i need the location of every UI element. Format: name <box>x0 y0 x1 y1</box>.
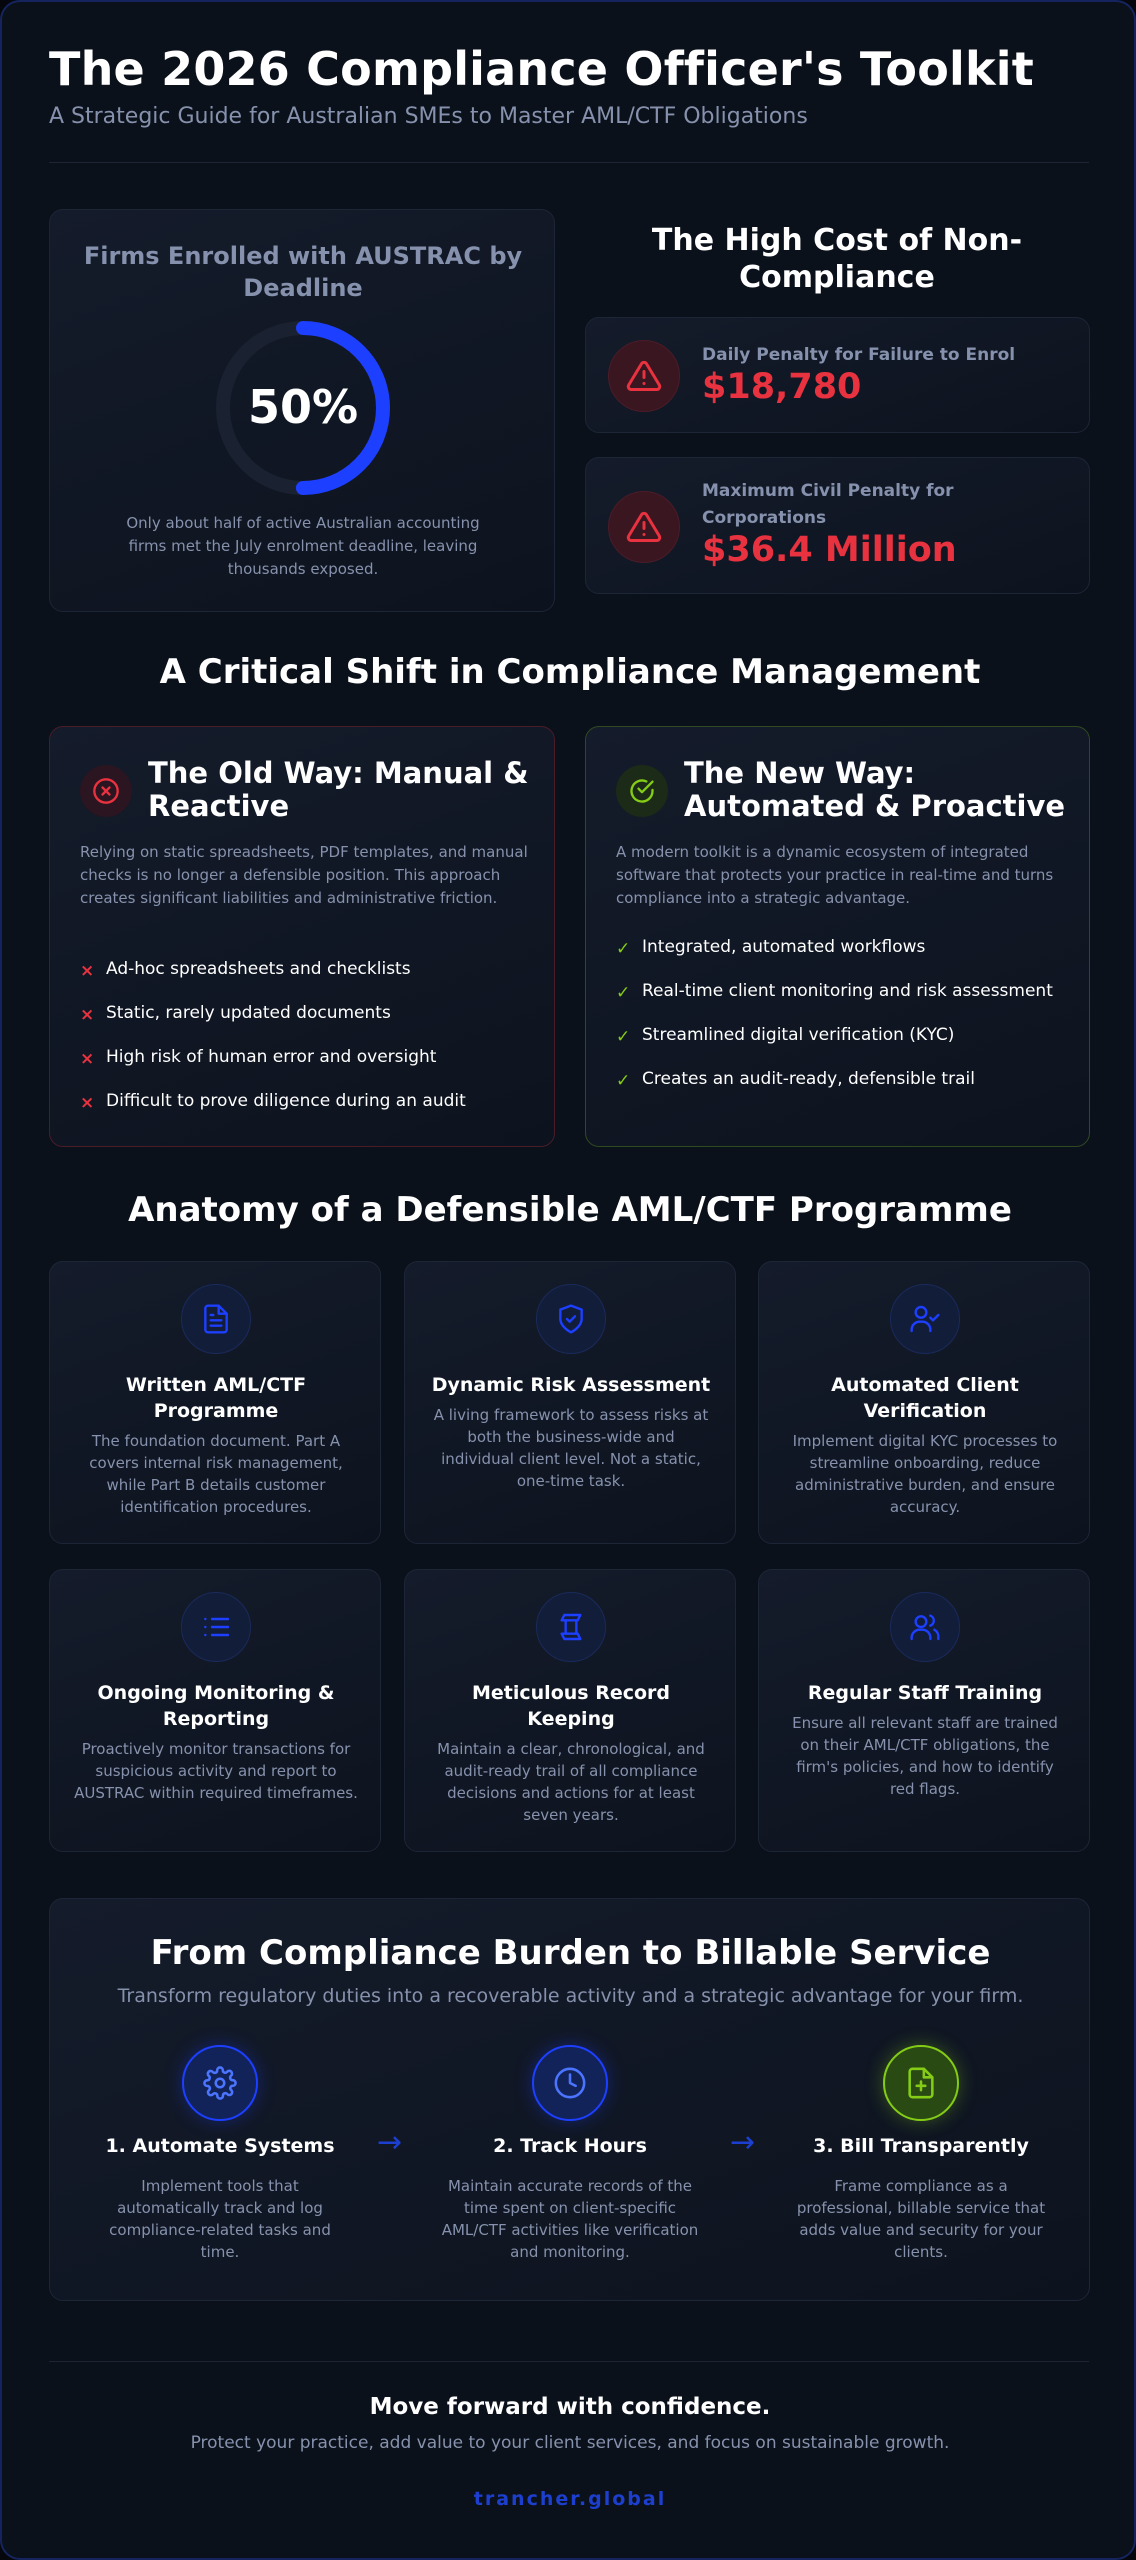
users-icon <box>890 1592 960 1662</box>
pillar-description: Implement digital KYC processes to streamline onboarding, reduce administrative burden, and ensure accuracy. <box>792 1432 1058 1516</box>
pillar-title: Automated Client Verification <box>831 1374 1019 1422</box>
enrolment-card <box>49 209 555 612</box>
penalty-card-civil <box>585 457 1090 594</box>
step-description: Frame compliance as a professional, billable service that adds value and security for your clients. <box>796 2177 1046 2261</box>
pillar-title: Ongoing Monitoring & Reporting <box>97 1682 335 1730</box>
cost-heading: The High Cost of Non-Compliance <box>651 223 1023 295</box>
step-description: Implement tools that automatically track and log compliance-related tasks and time. <box>109 2177 331 2261</box>
arrow-right-icon: → <box>377 2125 403 2160</box>
old-way-description: Relying on static spreadsheets, PDF templates, and manual checks is no longer a defensible position. This approach creates significant liabilities and administrative friction. <box>80 843 528 907</box>
page-title: The 2026 Compliance Officer's Toolkit <box>49 42 1034 96</box>
old-way-card <box>49 726 555 1147</box>
step-title: 3. Bill Transparently <box>813 2135 1029 2157</box>
footer-heading: Move forward with confidence. <box>369 2394 771 2420</box>
pillar-card <box>49 1261 381 1544</box>
list-item: Creates an audit-ready, defensible trail <box>642 1069 975 1089</box>
penalty-label: Maximum Civil Penalty for Corporations <box>702 481 954 528</box>
check-circle-icon <box>616 765 668 817</box>
scroll-icon <box>536 1592 606 1662</box>
new-way-title: The New Way: Automated & Proactive <box>684 756 1066 823</box>
new-way-card <box>585 726 1090 1147</box>
pillar-card <box>404 1569 736 1852</box>
page-subtitle: A Strategic Guide for Australian SMEs to Master AML/CTF Obligations <box>49 104 808 129</box>
x-mark-icon: × <box>80 1093 95 1113</box>
list-icon <box>181 1592 251 1662</box>
check-mark-icon: ✓ <box>616 1027 631 1047</box>
warning-triangle-icon <box>608 491 680 563</box>
gear-icon <box>182 2045 258 2121</box>
arrow-right-icon: → <box>730 2125 756 2160</box>
clock-icon <box>532 2045 608 2121</box>
enrolment-value: 50% <box>247 380 359 434</box>
list-item: Ad-hoc spreadsheets and checklists <box>106 959 411 979</box>
pillar-description: The foundation document. Part A covers internal risk management, while Part B details customer identification procedures. <box>89 1432 343 1516</box>
divider <box>49 2361 1089 2362</box>
list-item: Integrated, automated workflows <box>642 937 926 957</box>
check-mark-icon: ✓ <box>616 983 631 1003</box>
list-item: Streamlined digital verification (KYC) <box>642 1025 955 1045</box>
warning-triangle-icon <box>608 340 680 412</box>
pillar-card <box>758 1569 1090 1852</box>
shift-heading: A Critical Shift in Compliance Management <box>159 652 981 692</box>
check-mark-icon: ✓ <box>616 939 631 959</box>
anatomy-heading: Anatomy of a Defensible AML/CTF Programme <box>128 1190 1012 1230</box>
step-description: Maintain accurate records of the time spent on client-specific AML/CTF activities like verification and monitoring. <box>441 2177 699 2261</box>
penalty-value: $18,780 <box>702 367 862 407</box>
pillar-description: Proactively monitor transactions for suspicious activity and report to AUSTRAC within required timeframes. <box>74 1740 358 1802</box>
pillar-description: Ensure all relevant staff are trained on their AML/CTF obligations, the firm's policies, and how to identify red flags. <box>792 1714 1058 1798</box>
step-title: 2. Track Hours <box>493 2135 647 2157</box>
list-item: Real-time client monitoring and risk assessment <box>642 981 1053 1001</box>
list-item: Static, rarely updated documents <box>106 1003 391 1023</box>
x-mark-icon: × <box>80 961 95 981</box>
invoice-plus-icon <box>883 2045 959 2121</box>
penalty-label: Daily Penalty for Failure to Enrol <box>702 345 1016 365</box>
step-title: 1. Automate Systems <box>105 2135 335 2157</box>
billable-subheading: Transform regulatory duties into a recoverable activity and a strategic advantage for your firm. <box>117 1985 1024 2007</box>
x-mark-icon: × <box>80 1005 95 1025</box>
footer-site-link[interactable]: trancher.global <box>473 2488 667 2510</box>
enrolment-title: Firms Enrolled with AUSTRAC by Deadline <box>83 242 523 302</box>
pillar-title: Meticulous Record Keeping <box>472 1682 670 1730</box>
enrolment-note: Only about half of active Australian accounting firms met the July enrolment deadline, leaving thousands exposed. <box>126 514 480 578</box>
divider <box>49 162 1089 163</box>
x-mark-icon: × <box>80 1049 95 1069</box>
pillar-card <box>758 1261 1090 1544</box>
penalty-card-daily <box>585 317 1090 433</box>
shield-check-icon <box>536 1284 606 1354</box>
footer-text: Protect your practice, add value to your client services, and focus on sustainable growth. <box>190 2433 950 2453</box>
new-way-description: A modern toolkit is a dynamic ecosystem of integrated software that protects your practice in real-time and turns compliance into a strategic advantage. <box>616 843 1054 907</box>
pillar-card <box>404 1261 736 1544</box>
old-way-title: The Old Way: Manual & Reactive <box>148 756 529 823</box>
pillar-title: Written AML/CTF Programme <box>125 1374 307 1422</box>
billable-heading: From Compliance Burden to Billable Service <box>150 1933 991 1973</box>
list-item: High risk of human error and oversight <box>106 1047 437 1067</box>
list-item: Difficult to prove diligence during an audit <box>106 1091 466 1111</box>
pillar-description: Maintain a clear, chronological, and audit-ready trail of all compliance decisions and actions for at least seven years. <box>437 1740 705 1824</box>
billable-card <box>49 1898 1090 2301</box>
pillar-title: Dynamic Risk Assessment <box>431 1374 711 1396</box>
user-check-icon <box>890 1284 960 1354</box>
document-icon <box>181 1284 251 1354</box>
x-circle-icon <box>80 765 132 817</box>
check-mark-icon: ✓ <box>616 1071 631 1091</box>
pillar-description: A living framework to assess risks at both the business-wide and individual client level. Not a static, one-time task. <box>433 1406 709 1490</box>
pillar-card <box>49 1569 381 1852</box>
pillar-title: Regular Staff Training <box>807 1682 1043 1704</box>
penalty-value: $36.4 Million <box>702 530 957 570</box>
